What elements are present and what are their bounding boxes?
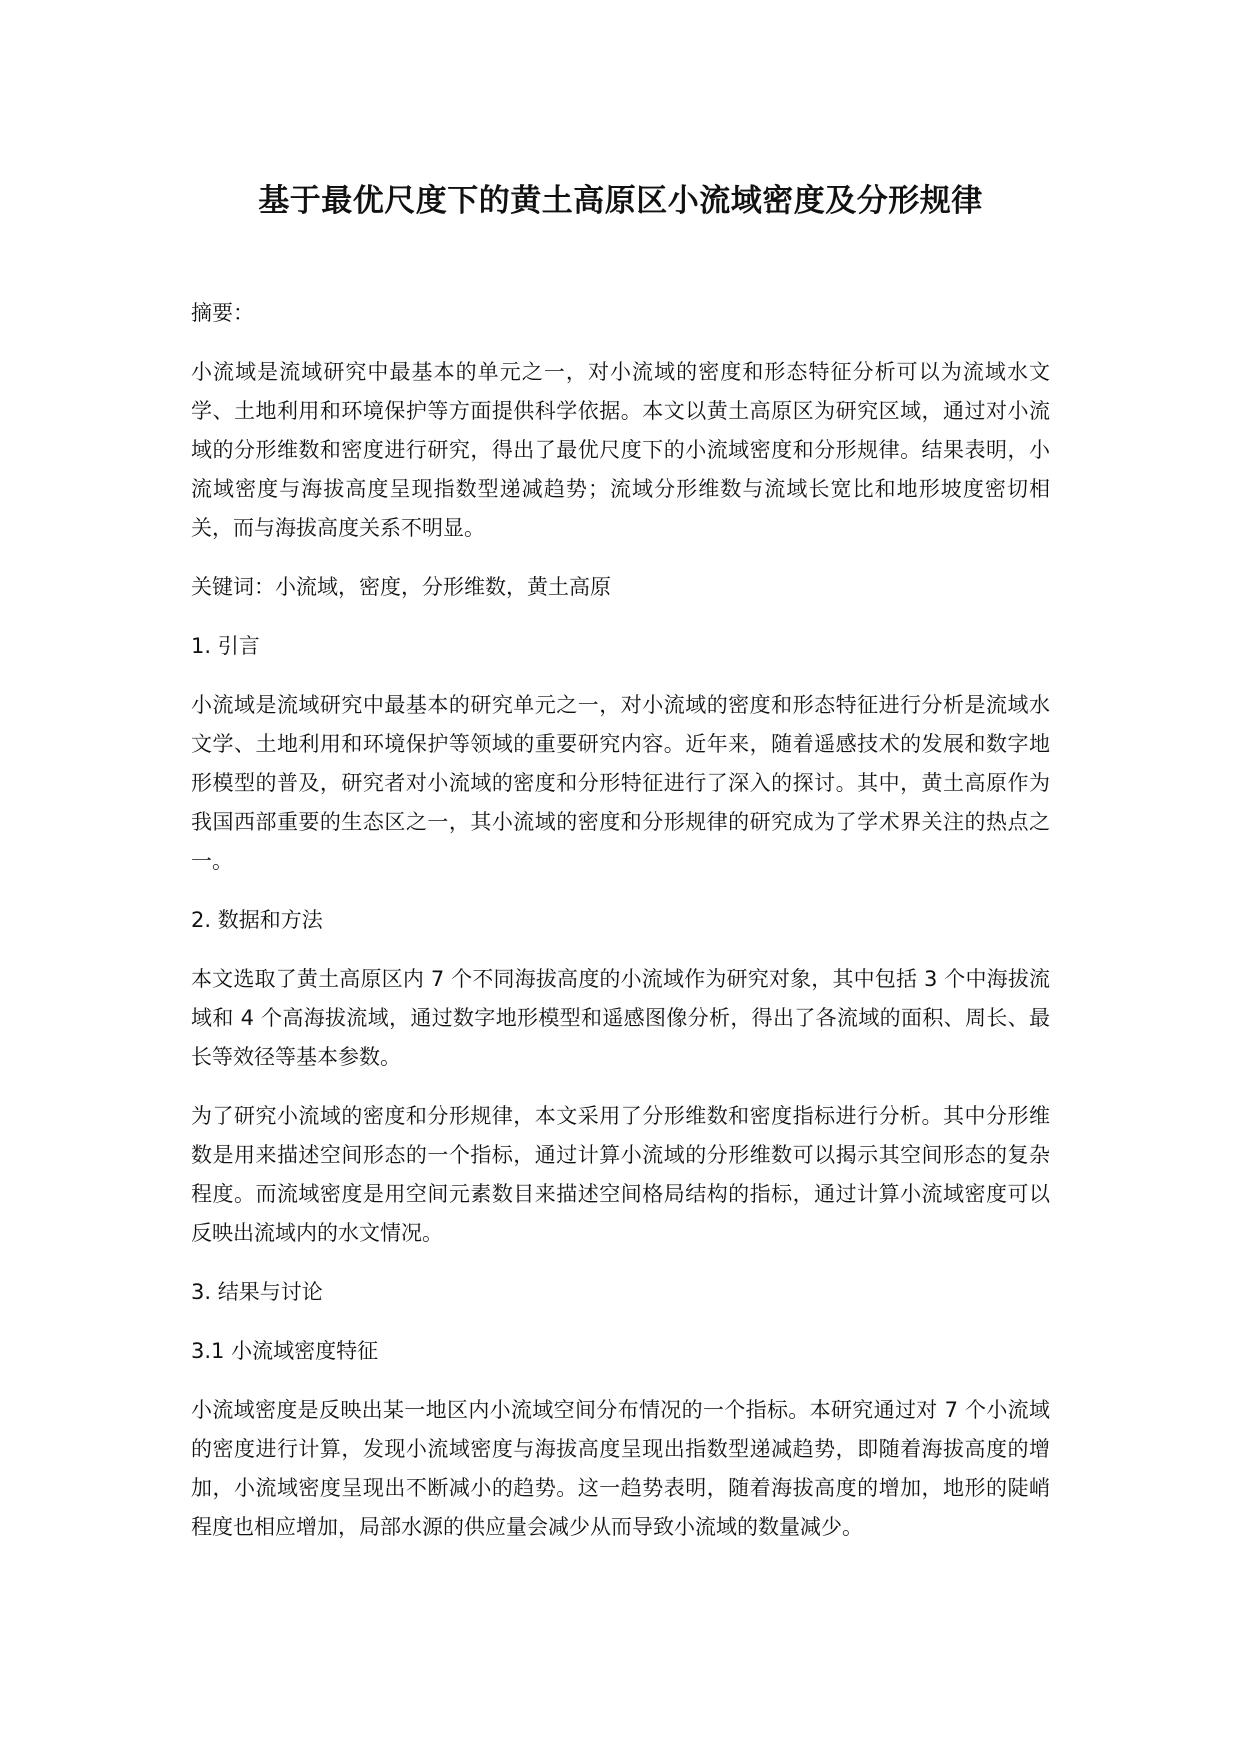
- section-2-paragraph-1: 本文选取了黄土高原区内 7 个不同海拔高度的小流域作为研究对象，其中包括 3 个中海拔流域和 4 个高海拔流域，通过数字地形模型和遥感图像分析，得出了各流域的面积、周长、最长等效径等基本参数。: [191, 967, 1050, 1069]
- section-2-heading: 2. 数据和方法: [191, 908, 323, 932]
- section-1-heading: 1. 引言: [191, 634, 260, 658]
- abstract-text: 小流域是流域研究中最基本的单元之一，对小流域的密度和形态特征分析可以为流域水文学、土地利用和环境保护等方面提供科学依据。本文以黄土高原区为研究区域，通过对小流域的分形维数和密度进行研究，得出了最优尺度下的小流域密度和分形规律。结果表明，小流域密度与海拔高度呈现指数型递减趋势；流域分形维数与流域长宽比和地形坡度密切相关，而与海拔高度关系不明显。: [191, 360, 1050, 540]
- section-3-heading: 3. 结果与讨论: [191, 1280, 323, 1304]
- section-2-paragraph-2: 为了研究小流域的密度和分形规律，本文采用了分形维数和密度指标进行分析。其中分形维数是用来描述空间形态的一个指标，通过计算小流域的分形维数可以揭示其空间形态的复杂程度。而流域密度是用空间元素数目来描述空间格局结构的指标，通过计算小流域密度可以反映出流域内的水文情况。: [191, 1104, 1050, 1245]
- section-1-paragraph-1: 小流域是流域研究中最基本的研究单元之一，对小流域的密度和形态特征进行分析是流域水文学、土地利用和环境保护等领域的重要研究内容。近年来，随着遥感技术的发展和数字地形模型的普及，研究者对小流域的密度和分形特征进行了深入的探讨。其中，黄土高原作为我国西部重要的生态区之一，其小流域的密度和分形规律的研究成为了学术界关注的热点之一。: [191, 693, 1050, 873]
- section-3-1-heading: 3.1 小流域密度特征: [191, 1339, 379, 1363]
- section-3-1-paragraph-1: 小流域密度是反映出某一地区内小流域空间分布情况的一个指标。本研究通过对 7 个小流域的密度进行计算，发现小流域密度与海拔高度呈现出指数型递减趋势，即随着海拔高度的增加，小流域密度呈现出不断减小的趋势。这一趋势表明，随着海拔高度的增加，地形的陡峭程度也相应增加，局部水源的供应量会减少从而导致小流域的数量减少。: [191, 1398, 1050, 1539]
- paper-title: 基于最优尺度下的黄土高原区小流域密度及分形规律: [258, 183, 983, 219]
- abstract-label: 摘要：: [191, 301, 254, 325]
- keywords: 关键词：小流域，密度，分形维数，黄土高原: [191, 575, 611, 599]
